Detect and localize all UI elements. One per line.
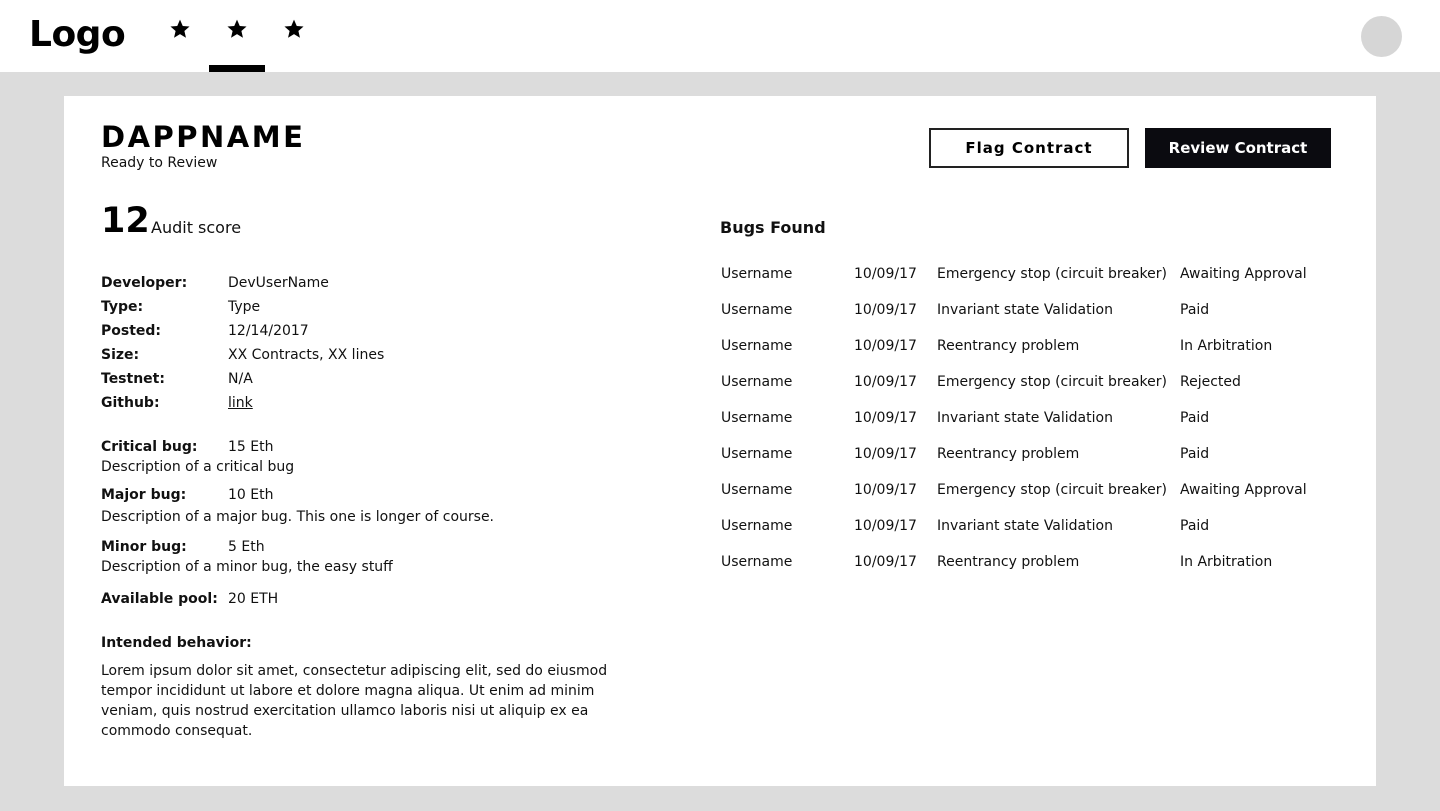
- bug-row[interactable]: [721, 444, 1341, 464]
- nav-tab-1[interactable]: [152, 18, 208, 72]
- contract-card: [64, 96, 1376, 786]
- top-bar: [0, 0, 1440, 72]
- bug-username: Username: [721, 446, 793, 462]
- audit-score-label: Audit score: [151, 218, 242, 237]
- detail-value: DevUserName: [228, 275, 329, 291]
- bug-status: Paid: [1180, 410, 1210, 426]
- bounty-description: Description of a major bug. This one is longer of course.: [101, 509, 495, 525]
- avatar[interactable]: [1361, 16, 1402, 57]
- bug-date: 10/09/17: [854, 374, 917, 390]
- bug-date: 10/09/17: [854, 338, 917, 354]
- bounty-value: 15 Eth: [228, 439, 274, 455]
- bug-date: 10/09/17: [854, 302, 917, 318]
- bounty-label: Minor bug:: [101, 539, 187, 555]
- bug-row[interactable]: [721, 480, 1341, 500]
- bug-date: 10/09/17: [854, 554, 917, 570]
- dapp-name: DAPPNAME: [101, 120, 306, 154]
- bug-username: Username: [721, 482, 793, 498]
- bug-username: Username: [721, 518, 793, 534]
- detail-label: Type:: [101, 299, 144, 315]
- bug-date: 10/09/17: [854, 518, 917, 534]
- bug-username: Username: [721, 338, 793, 354]
- detail-label: Github:: [101, 395, 160, 411]
- bounty-description: Description of a minor bug, the easy stuff: [101, 559, 393, 575]
- bounty-value: 10 Eth: [228, 487, 274, 503]
- bounty-value: 5 Eth: [228, 539, 265, 555]
- bug-status: Paid: [1180, 302, 1210, 318]
- audit-score-value: 12: [101, 201, 150, 241]
- detail-value: Type: [228, 299, 261, 315]
- bug-issue: Emergency stop (circuit breaker): [937, 482, 1167, 498]
- pool-label: Available pool:: [101, 591, 218, 607]
- bug-row[interactable]: [721, 408, 1341, 428]
- dapp-status: Ready to Review: [101, 155, 218, 171]
- review-contract-button[interactable]: Review Contract: [1145, 128, 1331, 168]
- bugs-found-title: Bugs Found: [720, 218, 826, 237]
- logo[interactable]: Logo: [29, 14, 126, 55]
- bounty-label: Major bug:: [101, 487, 187, 503]
- nav-tab-3[interactable]: [266, 18, 322, 72]
- bug-date: 10/09/17: [854, 446, 917, 462]
- star-icon: [283, 18, 305, 40]
- intended-behavior-title: Intended behavior:: [101, 635, 252, 651]
- bug-issue: Invariant state Validation: [937, 518, 1113, 534]
- star-icon: [169, 18, 191, 40]
- bug-row[interactable]: [721, 336, 1341, 356]
- detail-value: XX Contracts, XX lines: [228, 347, 385, 363]
- bug-status: Awaiting Approval: [1180, 266, 1307, 282]
- bounty-label: Critical bug:: [101, 439, 198, 455]
- star-icon: [226, 18, 248, 40]
- bug-status: Paid: [1180, 518, 1210, 534]
- bug-issue: Invariant state Validation: [937, 302, 1113, 318]
- bug-issue: Emergency stop (circuit breaker): [937, 374, 1167, 390]
- bug-date: 10/09/17: [854, 410, 917, 426]
- bug-issue: Reentrancy problem: [937, 554, 1080, 570]
- bug-username: Username: [721, 374, 793, 390]
- pool-value: 20 ETH: [228, 591, 279, 607]
- detail-label: Developer:: [101, 275, 188, 291]
- bug-status: Rejected: [1180, 374, 1241, 390]
- bug-status: In Arbitration: [1180, 338, 1273, 354]
- bug-issue: Invariant state Validation: [937, 410, 1113, 426]
- bug-issue: Reentrancy problem: [937, 338, 1080, 354]
- github-link[interactable]: link: [228, 395, 253, 411]
- bug-status: In Arbitration: [1180, 554, 1273, 570]
- bug-username: Username: [721, 554, 793, 570]
- flag-contract-button[interactable]: Flag Contract: [929, 128, 1129, 168]
- detail-label: Testnet:: [101, 371, 165, 387]
- bug-username: Username: [721, 302, 793, 318]
- detail-value: 12/14/2017: [228, 323, 309, 339]
- bounty-description: Description of a critical bug: [101, 459, 295, 475]
- bug-status: Awaiting Approval: [1180, 482, 1307, 498]
- bug-row[interactable]: [721, 300, 1341, 320]
- bug-issue: Reentrancy problem: [937, 446, 1080, 462]
- bug-status: Paid: [1180, 446, 1210, 462]
- intended-behavior-text: Lorem ipsum dolor sit amet, consectetur adipiscing elit, sed do eiusmod tempor incididunt ut labore et dolore magna aliqua. Ut enim ad minim veniam, quis nostrud exercitation ullamco laboris nisi ut aliquip ex ea commodo consequat.: [101, 663, 608, 739]
- bug-row[interactable]: [721, 516, 1341, 536]
- bug-issue: Emergency stop (circuit breaker): [937, 266, 1167, 282]
- bug-username: Username: [721, 266, 793, 282]
- detail-label: Size:: [101, 347, 140, 363]
- bug-date: 10/09/17: [854, 482, 917, 498]
- bug-row[interactable]: [721, 264, 1341, 284]
- detail-value: N/A: [228, 371, 253, 387]
- nav-tab-2[interactable]: [209, 18, 265, 72]
- bug-username: Username: [721, 410, 793, 426]
- bug-row[interactable]: [721, 372, 1341, 392]
- bug-date: 10/09/17: [854, 266, 917, 282]
- bug-row[interactable]: [721, 552, 1341, 572]
- detail-label: Posted:: [101, 323, 162, 339]
